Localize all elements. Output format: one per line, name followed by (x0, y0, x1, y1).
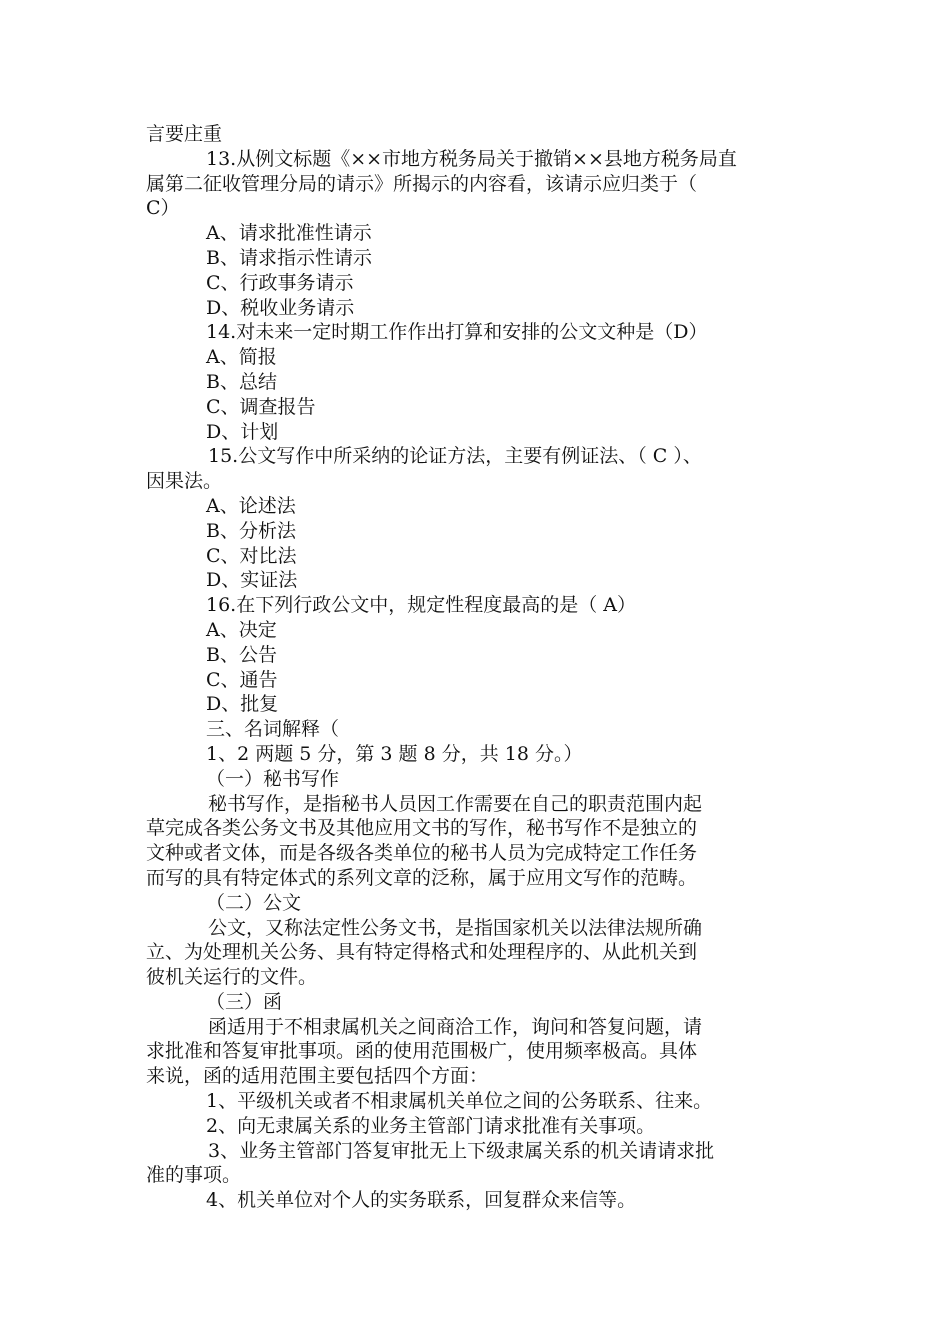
paragraph-line: 彼机关运行的文件。 (146, 966, 318, 989)
option-a: A、请求批准性请示 (206, 222, 372, 245)
option-a: A、简报 (206, 346, 277, 369)
question-13: 13.从例文标题《××市地方税务局关于撤销××县地方税务局直 (206, 147, 737, 170)
option-c: C、对比法 (206, 544, 297, 567)
paragraph-line: 文种或者文体，而是各级各类单位的秘书人员为完成特定工作任务 (146, 842, 698, 865)
text-line: C） (146, 197, 180, 220)
subheading-3: （三）函 (206, 990, 283, 1013)
paragraph-line: 而写的具有特定体式的系列文章的泛称，属于应用文写作的范畴。 (146, 866, 698, 889)
section-note: 1、2 两题 5 分，第 3 题 8 分，共 18 分。） (206, 742, 583, 765)
document-page (146, 122, 810, 1213)
list-item: 2、向无隶属关系的业务主管部门请求批准有关事项。 (206, 1114, 656, 1137)
question-16: 16.在下列行政公文中，规定性程度最高的是（ A） (206, 594, 636, 617)
section-heading: 三、名词解释（ (206, 718, 340, 741)
option-d: D、批复 (206, 693, 279, 716)
option-b: B、请求指示性请示 (206, 246, 372, 269)
list-item: 1、平级机关或者不相隶属机关单位之间的公务联系、往来。 (206, 1090, 713, 1113)
subheading-2: （二）公文 (206, 891, 302, 914)
option-b: B、分析法 (206, 519, 296, 542)
list-item: 3、业务主管部门答复审批无上下级隶属关系的机关请请求批 (208, 1139, 715, 1162)
option-d: D、计划 (206, 420, 279, 443)
option-b: B、总结 (206, 370, 277, 393)
question-14: 14.对未来一定时期工作作出打算和安排的公文文种是（D） (206, 321, 708, 344)
list-item: 4、机关单位对个人的实务联系，回复群众来信等。 (206, 1189, 637, 1212)
paragraph-line: 公文，又称法定性公务文书，是指国家机关以法律法规所确 (208, 916, 703, 939)
option-d: D、实证法 (206, 569, 298, 592)
text-line: 因果法。 (146, 470, 223, 493)
paragraph-line: 草完成各类公务文书及其他应用文书的写作，秘书写作不是独立的 (146, 817, 698, 840)
text-line: 言要庄重 (146, 123, 223, 145)
question-15: 15.公文写作中所采纳的论证方法，主要有例证法、（ C ）、 (208, 445, 702, 468)
option-b: B、公告 (206, 643, 277, 666)
option-a: A、决定 (206, 618, 277, 641)
paragraph-line: 立、为处理机关公务、具有特定得格式和处理程序的、从此机关到 (146, 941, 698, 964)
paragraph-line: 函适用于不相隶属机关之间商洽工作，询问和答复问题，请 (208, 1015, 703, 1038)
paragraph-line: 秘书写作，是指秘书人员因工作需要在自己的职责范围内起 (208, 792, 703, 815)
paragraph-line: 来说，函的适用范围主要包括四个方面： (146, 1065, 489, 1088)
option-d: D、税收业务请示 (206, 296, 355, 319)
option-c: C、调查报告 (206, 395, 316, 418)
paragraph-line: 准的事项。 (146, 1164, 242, 1187)
option-c: C、通告 (206, 668, 278, 691)
text-line: 属第二征收管理分局的请示》所揭示的内容看，该请示应归类于（ (146, 172, 698, 195)
paragraph-line: 求批准和答复审批事项。函的使用范围极广，使用频率极高。具体 (146, 1040, 698, 1063)
option-c: C、行政事务请示 (206, 271, 354, 294)
option-a: A、论述法 (206, 494, 296, 517)
subheading-1: （一）秘书写作 (206, 767, 340, 790)
